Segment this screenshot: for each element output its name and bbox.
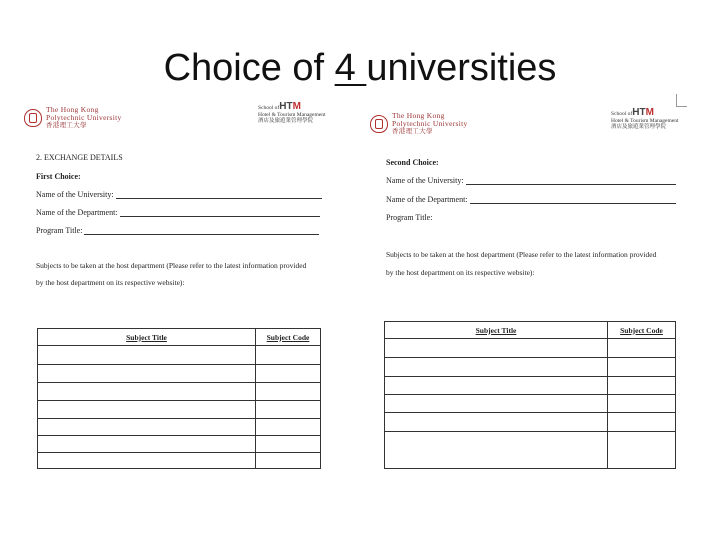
title-number: 4 <box>334 47 367 89</box>
title-prefix: Choice of <box>163 47 335 89</box>
polyu-shield-icon <box>24 109 42 127</box>
table-row <box>38 346 321 365</box>
subjects-note-line1: Subjects to be taken at the host department (Please refer to the latest information provided <box>36 261 307 270</box>
subject-title-cell[interactable] <box>385 413 608 432</box>
subject-code-cell[interactable] <box>256 419 321 436</box>
polyu-name-line2: Polytechnic University <box>46 113 122 122</box>
university-label: Name of the University: <box>386 176 464 185</box>
col-subject-code: Subject Code <box>256 329 321 346</box>
subjects-note-line2: by the host department on its respective website): <box>386 268 535 277</box>
program-title: Program Title: <box>386 213 433 222</box>
subject-code-cell[interactable] <box>256 453 321 469</box>
subject-code-cell[interactable] <box>256 401 321 419</box>
col-subject-title: Subject Title <box>385 322 608 339</box>
polyu-name-cn: 香港理工大學 <box>46 122 87 129</box>
program-label: Program Title: <box>36 226 83 235</box>
table-row <box>38 401 321 419</box>
table-row <box>385 395 676 413</box>
subject-code-cell[interactable] <box>608 339 676 358</box>
subject-code-cell[interactable] <box>256 365 321 383</box>
htm-logo <box>258 101 326 125</box>
subjects-table <box>384 321 676 469</box>
department-label: Name of the Department: <box>36 208 118 217</box>
col-subject-code: Subject Code <box>608 322 676 339</box>
subjects-table <box>37 328 321 469</box>
table-row <box>385 358 676 377</box>
university-label: Name of the University: <box>36 190 114 199</box>
program-row <box>36 226 319 235</box>
department-field[interactable] <box>120 209 320 217</box>
htm-logo <box>611 107 679 131</box>
htm-letter-m: M <box>645 107 654 118</box>
subject-title-cell[interactable] <box>38 401 256 419</box>
university-field[interactable] <box>466 177 676 185</box>
university-row <box>36 190 322 199</box>
htm-name: Hotel & Tourism Management <box>258 111 326 118</box>
subject-title-cell[interactable] <box>38 436 256 453</box>
polyu-name-cn: 香港理工大學 <box>392 128 433 135</box>
subject-title-cell[interactable] <box>38 346 256 365</box>
subject-code-cell[interactable] <box>256 346 321 365</box>
polyu-name-line2: Polytechnic University <box>392 119 468 128</box>
title-suffix: universities <box>366 47 557 89</box>
htm-name: Hotel & Tourism Management <box>611 117 679 124</box>
table-row <box>38 436 321 453</box>
polyu-logo <box>370 112 468 136</box>
program-field[interactable] <box>84 227 319 235</box>
department-field[interactable] <box>470 196 676 204</box>
subject-title-cell[interactable] <box>38 419 256 436</box>
department-row <box>386 195 676 204</box>
subject-code-cell[interactable] <box>256 436 321 453</box>
subject-title-cell[interactable] <box>38 365 256 383</box>
subject-code-cell[interactable] <box>608 432 676 469</box>
first-choice-form <box>22 100 327 482</box>
first-choice-label: First Choice: <box>36 172 81 181</box>
table-row <box>38 383 321 401</box>
polyu-logo <box>24 106 122 130</box>
htm-letters: HT <box>632 107 646 118</box>
subject-title-cell[interactable] <box>385 358 608 377</box>
university-field[interactable] <box>116 191 322 199</box>
subject-code-cell[interactable] <box>608 413 676 432</box>
polyu-shield-icon <box>370 115 388 133</box>
polyu-name-line1: The Hong Kong <box>392 111 445 120</box>
table-row <box>38 365 321 383</box>
col-subject-title: Subject Title <box>38 329 256 346</box>
section-heading: 2. EXCHANGE DETAILS <box>36 153 123 162</box>
subjects-note-line1: Subjects to be taken at the host department (Please refer to the latest information provided <box>386 250 657 259</box>
table-row <box>385 377 676 395</box>
subject-title-cell[interactable] <box>38 453 256 469</box>
subject-code-cell[interactable] <box>608 395 676 413</box>
subject-title-cell[interactable] <box>38 383 256 401</box>
htm-name-cn: 酒店及旅遊業管理學院 <box>611 124 667 130</box>
htm-letter-m: M <box>292 101 301 112</box>
table-row <box>38 453 321 469</box>
subject-title-cell[interactable] <box>385 432 608 469</box>
department-row <box>36 208 320 217</box>
table-row <box>38 419 321 436</box>
subject-code-cell[interactable] <box>256 383 321 401</box>
subject-title-cell[interactable] <box>385 395 608 413</box>
polyu-name-line1: The Hong Kong <box>46 105 99 114</box>
slide-title <box>0 44 720 92</box>
htm-letters: HT <box>279 101 293 112</box>
table-row <box>385 413 676 432</box>
table-row <box>385 339 676 358</box>
subject-title-cell[interactable] <box>385 377 608 395</box>
subject-code-cell[interactable] <box>608 377 676 395</box>
htm-school-of: School of <box>611 111 633 117</box>
subject-code-cell[interactable] <box>608 358 676 377</box>
department-label: Name of the Department: <box>386 195 468 204</box>
subjects-note-line2: by the host department on its respective website): <box>36 278 185 287</box>
university-row <box>386 176 676 185</box>
table-row <box>385 432 676 469</box>
htm-name-cn: 酒店及旅遊業管理學院 <box>258 118 314 124</box>
second-choice-form <box>368 100 690 482</box>
htm-school-of: School of <box>258 105 280 111</box>
subject-title-cell[interactable] <box>385 339 608 358</box>
second-choice-label: Second Choice: <box>386 158 439 167</box>
